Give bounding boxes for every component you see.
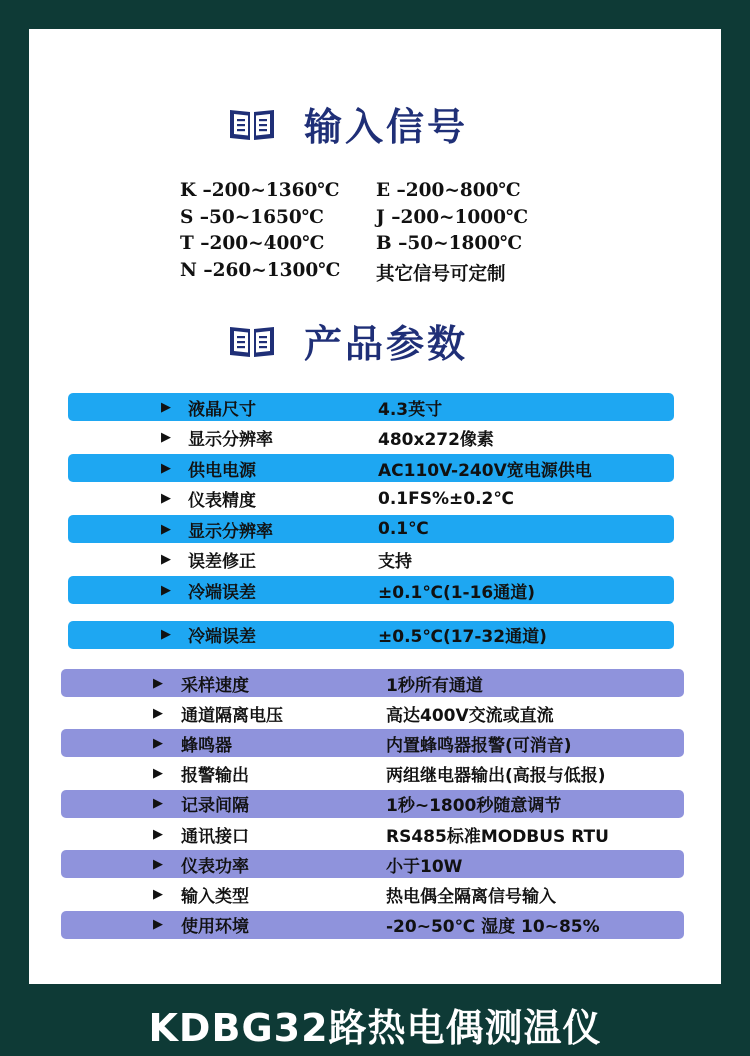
param-value: 4.3英寸 [378,399,443,420]
signal-list [180,180,528,286]
param-value: 内置蜂鸣器报警(可消音) [386,735,572,756]
signal-range-right: E –200~800℃ [376,180,521,201]
param-value: ±0.5℃(17-32通道) [378,627,547,647]
arrow-right-icon: ▶ [161,552,171,567]
signal-range-left: K –200~1360℃ [180,180,340,201]
param-value: 1秒~1800秒随意调节 [386,796,562,817]
param-value: AC110V-240V宽电源供电 [378,460,592,481]
param-row [68,485,674,513]
param-value: 480x272像素 [378,430,494,450]
param-label: 供电电源 [188,460,256,481]
param-row [61,850,684,878]
param-row [61,820,684,848]
param-row [61,911,684,939]
param-value: 0.1℃ [378,519,429,539]
arrow-right-icon: ▶ [161,430,171,445]
param-label: 报警输出 [181,766,249,787]
param-value: 支持 [378,552,412,572]
param-row [68,424,674,452]
param-value: ±0.1℃(1-16通道) [378,582,536,603]
book-icon [228,104,276,142]
param-label: 蜂鸣器 [181,735,232,756]
param-row [61,729,684,757]
arrow-right-icon: ▶ [153,917,163,933]
param-value: RS485标准MODBUS RTU [386,826,609,847]
param-label: 使用环境 [181,917,249,938]
signal-row [180,233,528,260]
signal-row [180,180,528,207]
param-label: 采样速度 [181,675,249,696]
arrow-right-icon: ▶ [161,460,171,476]
input-signal-title: 输入信号 [304,104,469,149]
param-row [61,699,684,727]
arrow-right-icon: ▶ [161,582,171,598]
signal-range-right: B –50~1800℃ [376,233,523,254]
param-value: 两组继电器输出(高报与低报) [386,766,606,787]
arrow-right-icon: ▶ [153,886,163,902]
signal-range-right: 其它信号可定制 [376,263,506,285]
signal-row [180,260,528,287]
signal-range-left: T –200~400℃ [180,233,325,254]
param-value: 小于10W [386,856,463,877]
signal-range-left: S –50~1650℃ [180,206,324,228]
param-label: 仪表功率 [181,856,249,877]
product-params-heading [228,314,468,366]
param-row [68,576,674,604]
param-label: 冷端误差 [188,627,256,647]
param-value: 热电偶全隔离信号输入 [386,886,556,907]
param-label: 误差修正 [188,552,256,572]
param-row [61,790,684,818]
arrow-right-icon: ▶ [153,705,163,721]
param-label: 输入类型 [181,886,249,907]
signal-range-right: J –200~1000℃ [376,206,529,228]
param-row [61,880,684,908]
arrow-right-icon: ▶ [153,766,163,782]
book-icon [228,321,276,359]
param-value: -20~50℃ 湿度 10~85% [386,917,600,938]
arrow-right-icon: ▶ [153,735,163,751]
param-value: 0.1FS%±0.2℃ [378,488,514,509]
param-label: 显示分辨率 [188,521,273,542]
param-label: 通讯接口 [181,826,249,847]
arrow-right-icon: ▶ [153,675,163,691]
param-row [68,546,674,574]
arrow-right-icon: ▶ [161,399,171,415]
arrow-right-icon: ▶ [153,856,163,872]
product-params-title: 产品参数 [304,321,469,366]
arrow-right-icon: ▶ [161,491,171,506]
param-row [68,393,674,421]
param-label: 记录间隔 [181,796,249,817]
arrow-right-icon: ▶ [153,826,163,842]
signal-range-left: N –260~1300℃ [180,259,341,281]
arrow-right-icon: ▶ [153,796,163,812]
param-label: 仪表精度 [188,491,256,511]
input-signal-heading [228,97,468,149]
product-name-footer: KDBG32路热电偶测温仪 [148,1006,602,1050]
param-row [68,515,674,543]
param-label: 通道隔离电压 [181,705,283,726]
param-row [61,669,684,697]
param-row [61,760,684,788]
param-label: 冷端误差 [188,582,256,603]
signal-row [180,207,528,234]
param-value: 1秒所有通道 [386,675,483,696]
arrow-right-icon: ▶ [161,521,171,537]
param-row [68,621,674,649]
param-label: 液晶尺寸 [188,399,256,420]
param-row [68,454,674,482]
arrow-right-icon: ▶ [161,627,171,642]
param-value: 高达400V交流或直流 [386,705,554,726]
param-label: 显示分辨率 [188,430,273,450]
